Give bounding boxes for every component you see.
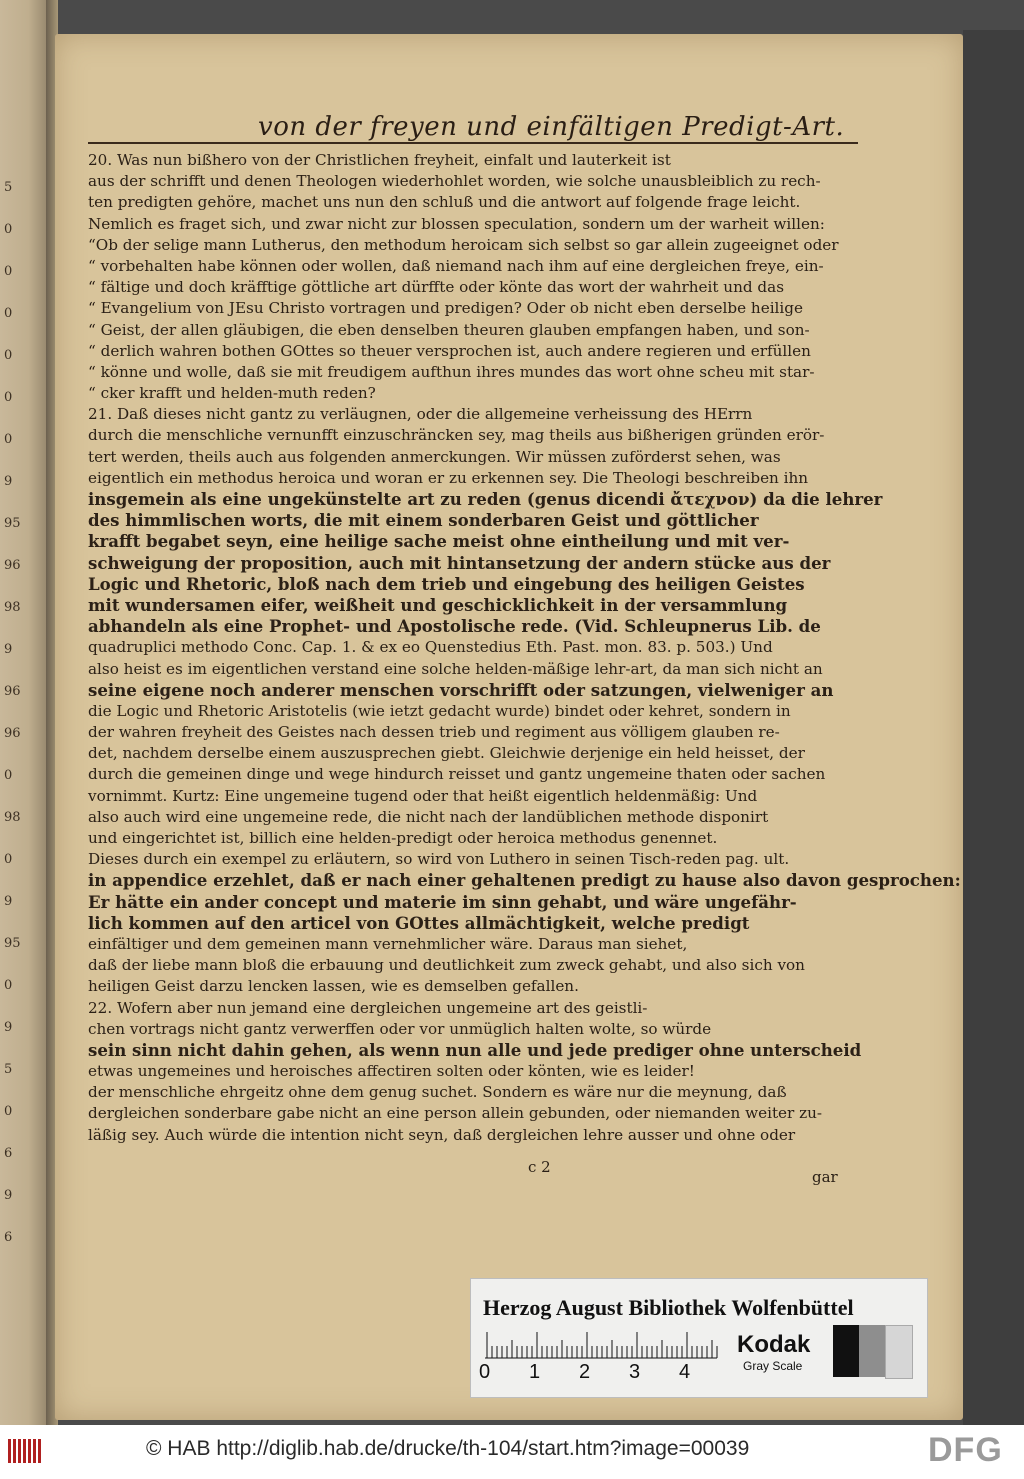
text-line: Nemlich es fraget sich, und zwar nicht zur blossen speculation, sondern um der warheit willen: [88,214,825,233]
page-body-text [88,150,961,1146]
text-line: det, nachdem derselbe einem auszusprechen giebt. Gleichwie derjenige ein held heisset, der [88,744,805,763]
text-line: “ vorbehalten habe können oder wollen, daß niemand nach ihm auf eine dergleichen freye, ein- [88,256,824,275]
prev-page-fragment: 0 [4,852,13,867]
prev-page-fragment: 0 [4,348,13,363]
prev-page-fragment: 9 [4,1188,13,1203]
signature-mark: c 2 [528,1158,551,1176]
text-line: der wahren freyheit des Geistes nach dessen trieb und regiment aus völligem glauben re- [88,723,780,742]
text-line: also auch wird eine ungemeine rede, die nicht nach der landüblichen methode disponirt [88,807,769,826]
prev-page-fragment: 96 [4,684,21,699]
head-rule [88,142,858,144]
text-line: “Ob der selige mann Lutherus, den methodum heroicam sich selbst so gar allein zugeeignet oder [88,235,839,254]
prev-page-fragment: 0 [4,768,13,783]
text-line: einfältiger und dem gemeinen mann vernehmlicher wäre. Daraus man siehet, [88,934,688,953]
text-line: in appendice erzehlet, daß er nach einer gehaltenen predigt zu hause also davon gesprochen: [88,870,961,891]
text-line: quadruplici methodo Conc. Cap. 1. & ex eo Quenstedius Eth. Past. mon. 83. p. 503.) Und [88,638,773,657]
text-line: dergleichen sonderbare gabe nicht an eine person allein gebunden, oder niemanden weiter zu- [88,1104,823,1123]
prev-page-fragment: 6 [4,1230,13,1245]
text-line: eigentlich ein methodus heroica und woran er zu erkennen sey. Die Theologi beschreiben ihn [88,468,809,487]
prev-page-fragment: 0 [4,306,13,321]
text-line: 21. Daß dieses nicht gantz zu verläugnen, oder die allgemeine verheissung des HErrn [88,405,753,424]
prev-page-fragment: 98 [4,600,21,615]
prev-page-fragment: 5 [4,1062,13,1077]
copyright-url[interactable]: © HAB http://diglib.hab.de/drucke/th-104/start.htm?image=00039 [146,1437,750,1460]
text-line: tert werden, theils auch aus folgenden anmerckungen. Wir müssen zuförderst sehen, was [88,447,781,466]
ruler [485,1331,717,1359]
prev-page-fragment: 0 [4,390,13,405]
hab-logo-icon [6,1435,44,1467]
prev-page-fragment: 9 [4,894,13,909]
library-title: Herzog August Bibliothek Wolfenbüttel [483,1295,854,1320]
running-head: von der freyen und einfältigen Predigt-Art. [258,112,845,142]
ruler-number: 2 [579,1361,591,1383]
prev-page-fragment: 96 [4,558,21,573]
prev-page-fragment: 0 [4,1104,13,1119]
text-line: durch die menschliche vernunfft einzuschräncken sey, mag theils aus bißherigen gründen erör- [88,426,825,445]
catchword: gar [812,1168,838,1186]
kodak-logo: Kodak [737,1331,811,1358]
text-line: die Logic und Rhetoric Aristotelis (wie ietzt gedacht wurde) bindet oder kehret, sondern in [88,701,791,720]
background-shadow [963,30,1024,1425]
text-line: mit wundersamen eifer, weißheit und geschicklichkeit in der versammlung [88,594,788,615]
prev-page-fragment: 9 [4,1020,13,1035]
text-line: vornimmt. Kurtz: Eine ungemeine tugend oder that heißt eigentlich heldenmäßig: Und [88,786,758,805]
text-line: seine eigene noch anderer menschen vorschrifft oder satzungen, vielweniger an [88,679,834,700]
gray-patch-mid [859,1325,885,1377]
prev-page-fragment: 0 [4,432,13,447]
ruler-number: 3 [629,1361,641,1383]
text-line: “ könne und wolle, daß sie mit freudigem aufthun ihres mundes das wort ohne scheu mit star- [88,362,815,381]
text-line: “ derlich wahren bothen GOttes so theuer versprochen ist, auch andere regieren und erfüllen [88,341,811,360]
prev-page-fragment: 0 [4,264,13,279]
color-target-card [470,1278,928,1398]
text-line: abhandeln als eine Prophet- und Apostolische rede. (Vid. Schleupnerus Lib. de [88,616,821,637]
text-line: insgemein als eine ungekünstelte art zu reden (genus dicendi ἄτεχνον) da die lehrer [88,489,883,509]
prev-page-fragment: 98 [4,810,21,825]
gray-scale-label: Gray Scale [743,1359,803,1373]
prev-page-fragment: 9 [4,474,13,489]
text-line: daß der liebe mann bloß die erbauung und deutlichkeit zum zweck gehabt, und also sich von [88,956,805,975]
text-line: heiligen Geist darzu lencken lassen, wie es demselben gefallen. [88,977,579,996]
prev-page-fragment: 95 [4,516,21,531]
text-line: läßig sey. Auch würde die intention nicht seyn, daß dergleichen lehre ausser und ohne oder [88,1125,796,1144]
text-line: lich kommen auf den articel von GOttes allmächtigkeit, welche predigt [88,912,750,933]
text-line: Dieses durch ein exempel zu erläutern, so wird von Luthero in seinen Tisch-reden pag. ult. [88,850,790,869]
prev-page-fragment: 9 [4,642,13,657]
prev-page-fragment: 96 [4,726,21,741]
prev-page-fragment: 0 [4,222,13,237]
text-line: “ Evangelium von JEsu Christo vortragen und predigen? Oder ob nicht eben derselbe heilige [88,299,803,318]
text-line: ten predigten gehöre, machet uns nun den schluß und die antwort auf folgende frage leicht. [88,193,801,212]
text-line: 22. Wofern aber nun jemand eine dergleichen ungemeine art des geistli- [88,998,648,1017]
ruler-number: 4 [679,1361,691,1383]
prev-page-fragment: 6 [4,1146,13,1161]
text-line: und eingerichtet ist, billich eine helden-predigt oder heroica methodus genennet. [88,829,718,847]
prev-page-fragment: 95 [4,936,21,951]
prev-page-fragment: 0 [4,978,13,993]
text-line: Logic und Rhetoric, bloß nach dem trieb und eingebung des heiligen Geistes [88,573,805,594]
text-line: Er hätte ein ander concept und materie im sinn gehabt, und wäre ungefähr- [88,891,797,912]
text-line: etwas ungemeines und heroisches affectiren solten oder könten, wie es leider! [88,1062,695,1081]
prev-page-fragment: 5 [4,180,13,195]
text-line: aus der schrifft und denen Theologen wiederhohlet worden, wie solche unausbleiblich zu rech- [88,172,821,191]
text-line: des himmlischen worts, die mit einem sonderbaren Geist und göttlicher [88,510,759,531]
text-line: “ fältige und doch kräfftige göttliche art dürffte oder könte das wort der wahrheit und das [88,278,784,297]
text-line: durch die gemeinen dinge und wege hindurch reisset und gantz ungemeine thaten oder sachen [88,765,826,784]
text-line: 20. Was nun bißhero von der Christlichen freyheit, einfalt und lauterkeit ist [88,151,671,169]
text-line: sein sinn nicht dahin gehen, als wenn nun alle und jede prediger ohne unterscheid [88,1039,862,1060]
text-line: schweigung der proposition, auch mit hintansetzung der andern stücke aus der [88,552,831,573]
footer-bar [0,1425,1024,1479]
text-line: krafft begabet seyn, eine heilige sache meist ohne eintheilung und mit ver- [88,531,790,552]
dfg-logo: DFG [928,1431,1003,1469]
text-line: chen vortrags nicht gantz verwerffen oder vor unmüglich halten wolte, so würde [88,1019,712,1038]
text-line: der menschliche ehrgeitz ohne dem genug suchet. Sondern es wäre nur die meynung, daß [88,1083,787,1102]
text-line: also heist es im eigentlichen verstand eine solche helden-mäßige lehr-art, da man sich nicht an [88,659,823,678]
text-line: “ cker krafft und helden-muth reden? [88,384,376,403]
ruler-number: 0 [479,1361,491,1383]
gray-patch-light [885,1325,913,1379]
ruler-number: 1 [529,1361,541,1383]
previous-page-edge [0,0,52,1425]
gray-patch-black [833,1325,859,1377]
text-line: “ Geist, der allen gläubigen, die eben denselben theuren glauben empfangen haben, und son- [88,320,810,339]
